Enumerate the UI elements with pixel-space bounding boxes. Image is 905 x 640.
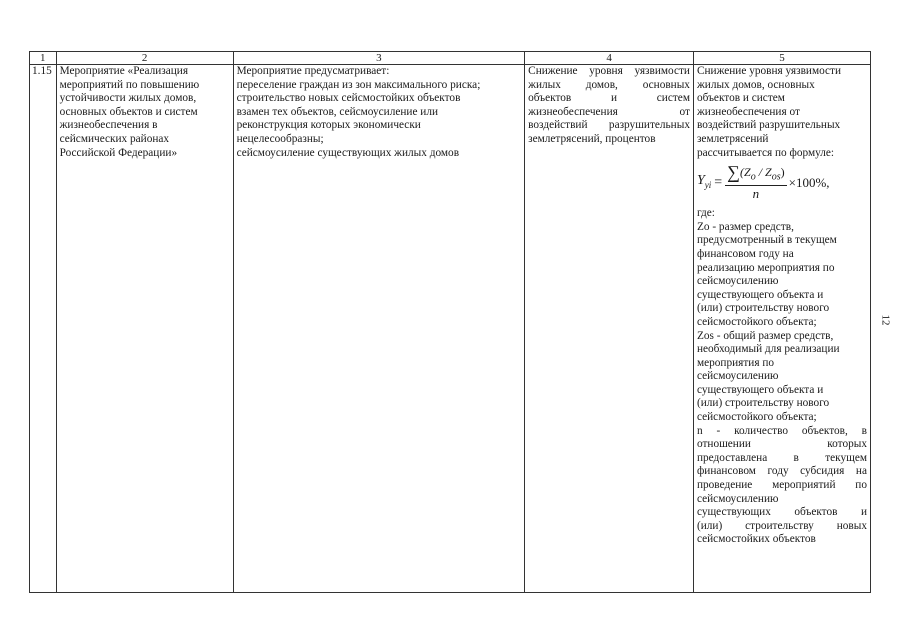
- formula-denominator: n: [752, 185, 760, 201]
- method-line: воздействий разрушительных: [696, 119, 841, 132]
- method-line: сейсмостойкого объекта;: [696, 411, 817, 424]
- activity-line: мероприятий по повышению: [59, 78, 200, 91]
- method-line: жизнеобеспечения от: [696, 105, 800, 118]
- method-line: сейсмостойкого объекта;: [696, 315, 817, 328]
- table-header-row: [30, 52, 871, 65]
- indicator-cell: Снижение уровня уязвимости жилых домов, основных объектов и систем жизнеобеспечения от воздействий разрушительных землетрясений, процентов: [525, 65, 694, 593]
- method-line: (или) строительству нового: [696, 397, 830, 410]
- formula-multiplier: ×100%,: [788, 175, 830, 191]
- header-cell-4: 4: [525, 52, 694, 65]
- method-line: необходимый для реализации: [696, 343, 840, 356]
- description-line: реконструкция которых экономически: [236, 119, 421, 132]
- method-line: существующих объектов и: [696, 506, 867, 519]
- activity-line: основных объектов и систем: [59, 105, 198, 118]
- vulnerability-formula: [697, 163, 867, 203]
- method-line: мероприятия по: [696, 356, 775, 369]
- calculation-method-cell: [693, 65, 870, 593]
- method-line: реализацию мероприятия по: [696, 261, 835, 274]
- method-line: сейсмоусилению: [696, 370, 779, 383]
- method-line: где:: [696, 207, 715, 220]
- formula-numerator: $\sum(Z_o / Z_{os})$: [725, 166, 786, 186]
- method-line: n - количество объектов, в: [696, 424, 867, 437]
- activity-line: жизнеобеспечения в: [59, 119, 158, 132]
- method-line: проведение мероприятий по: [696, 479, 867, 492]
- description-line: Мероприятие предусматривает:: [236, 65, 390, 77]
- activity-line: Мероприятие «Реализация: [59, 65, 189, 77]
- method-line: жилых домов, основных: [696, 78, 815, 91]
- method-line: (или) строительству новых: [696, 519, 867, 532]
- method-line: землетрясений: [696, 132, 769, 145]
- method-line: финансовом году на: [696, 247, 794, 260]
- method-line: сейсмостойких объектов: [696, 533, 816, 546]
- formula-lhs: $Y_{yi}$: [696, 172, 712, 190]
- method-line: (или) строительству нового: [696, 302, 830, 315]
- header-cell-1: 1: [30, 52, 57, 65]
- description-line: взамен тех объектов, сейсмоусиление или: [236, 105, 439, 118]
- formula-equals: =: [714, 175, 723, 191]
- method-line: предусмотренный в текущем: [696, 234, 837, 247]
- activity-name-cell: [56, 65, 233, 593]
- sum-symbol: ∑: [727, 161, 741, 182]
- description-line: сейсмоусиление существующих жилых домов: [236, 146, 460, 159]
- page-number: 12: [879, 314, 892, 326]
- method-line: Zo - размер средств,: [696, 220, 794, 233]
- activity-line: Российской Федерации»: [59, 146, 178, 159]
- method-line: предоставлена в текущем: [696, 451, 867, 464]
- method-line: существующего объекта и: [696, 288, 824, 301]
- method-line: сейсмоусилению: [696, 275, 779, 288]
- program-table: [29, 51, 871, 593]
- description-line: переселение граждан из зон максимального риска;: [236, 78, 481, 91]
- header-cell-2: 2: [56, 52, 233, 65]
- method-line: отношении которых: [696, 438, 867, 451]
- method-line: рассчитывается по формуле:: [696, 146, 835, 159]
- activity-description-cell: [233, 65, 525, 593]
- header-cell-3: 3: [233, 52, 525, 65]
- activity-line: сейсмических районах: [59, 132, 170, 145]
- table-row: [30, 65, 871, 593]
- method-line: финансовом году субсидия на: [696, 465, 867, 478]
- activity-line: устойчивости жилых домов,: [59, 92, 197, 105]
- method-line: объектов и систем: [696, 92, 785, 105]
- method-line: Zos - общий размер средств,: [696, 329, 834, 342]
- method-line: Снижение уровня уязвимости: [696, 65, 842, 77]
- header-cell-5: 5: [693, 52, 870, 65]
- description-line: нецелесообразны;: [236, 132, 324, 145]
- description-line: строительство новых сейсмостойких объектов: [236, 92, 461, 105]
- method-line: существующего объекта и: [696, 383, 824, 396]
- formula-fraction: [725, 161, 786, 201]
- row-number: 1.15: [30, 65, 57, 593]
- method-line: сейсмоусилению: [696, 492, 779, 505]
